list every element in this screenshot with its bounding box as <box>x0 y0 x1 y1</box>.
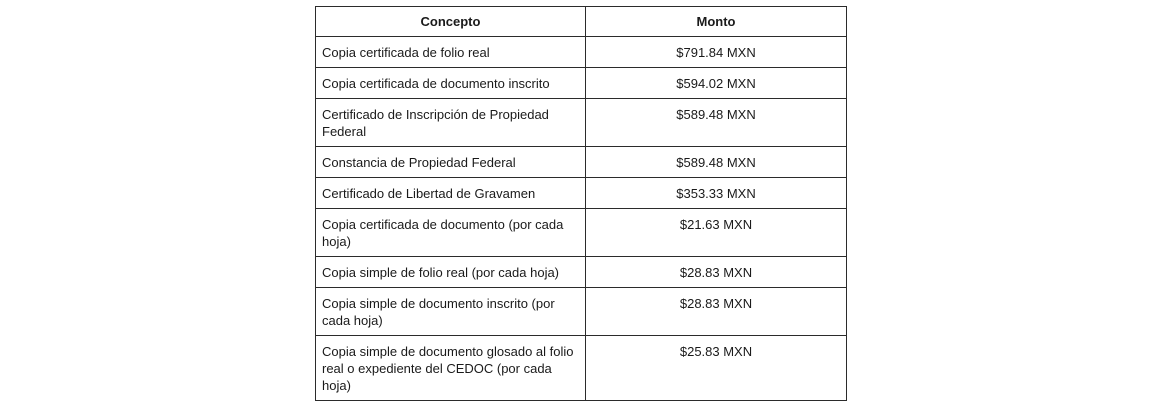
amount-cell: $589.48 MXN <box>586 99 847 147</box>
table-header-row <box>316 7 847 37</box>
concept-cell: Certificado de Inscripción de Propiedad Federal <box>316 99 586 147</box>
table-row <box>316 99 847 147</box>
table-row <box>316 37 847 68</box>
amount-cell: $594.02 MXN <box>586 68 847 99</box>
concept-cell: Copia certificada de documento (por cada hoja) <box>316 209 586 257</box>
concept-cell: Certificado de Libertad de Gravamen <box>316 178 586 209</box>
concept-cell: Copia certificada de folio real <box>316 37 586 68</box>
table-row <box>316 68 847 99</box>
concept-cell: Copia simple de folio real (por cada hoja) <box>316 257 586 288</box>
concept-cell: Copia certificada de documento inscrito <box>316 68 586 99</box>
table-row <box>316 147 847 178</box>
amount-cell: $589.48 MXN <box>586 147 847 178</box>
amount-cell: $28.83 MXN <box>586 288 847 336</box>
concept-cell: Copia simple de documento glosado al folio real o expediente del CEDOC (por cada hoja) <box>316 336 586 401</box>
header-amount: Monto <box>586 7 847 37</box>
concept-cell: Constancia de Propiedad Federal <box>316 147 586 178</box>
table-row <box>316 209 847 257</box>
amount-cell: $353.33 MXN <box>586 178 847 209</box>
amount-cell: $791.84 MXN <box>586 37 847 68</box>
table-row <box>316 288 847 336</box>
table-row <box>316 336 847 401</box>
amount-cell: $25.83 MXN <box>586 336 847 401</box>
table-row <box>316 178 847 209</box>
amount-cell: $21.63 MXN <box>586 209 847 257</box>
table-row <box>316 257 847 288</box>
amount-cell: $28.83 MXN <box>586 257 847 288</box>
header-concept: Concepto <box>316 7 586 37</box>
fee-table <box>315 6 847 401</box>
concept-cell: Copia simple de documento inscrito (por cada hoja) <box>316 288 586 336</box>
